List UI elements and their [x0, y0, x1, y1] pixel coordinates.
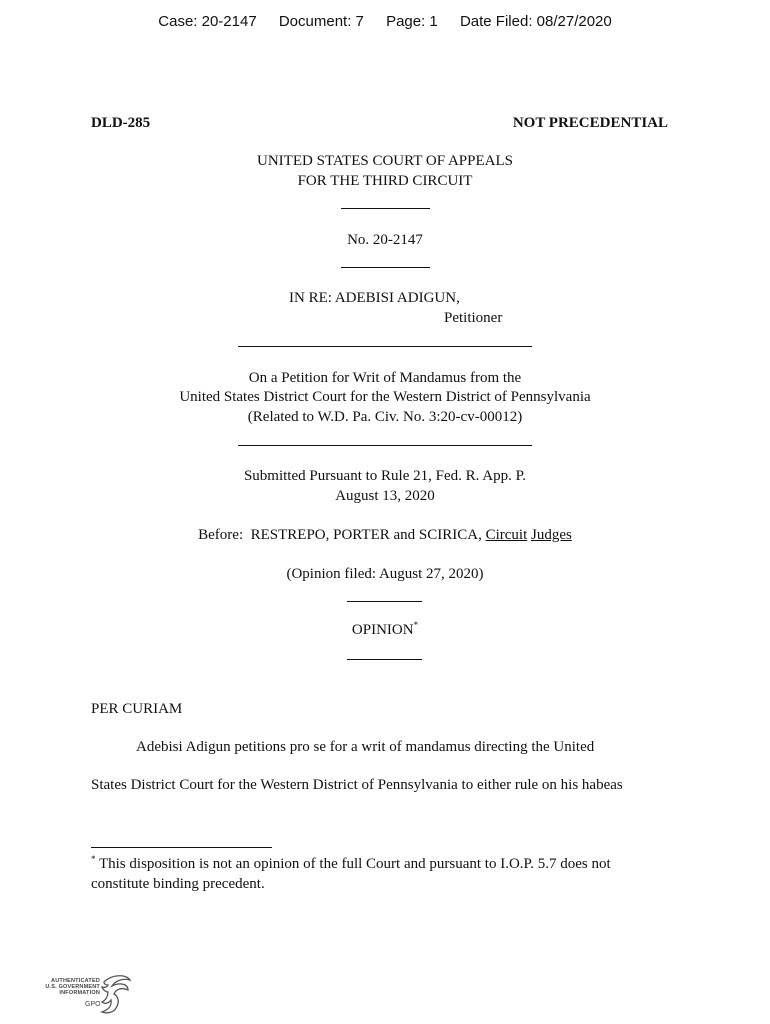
logo-line1: AUTHENTICATED [51, 978, 100, 984]
divider-rule [341, 208, 430, 209]
footnote-marker: * [413, 620, 419, 630]
opinion-label: OPINION [351, 622, 414, 638]
docket-code: DLD-285 [91, 115, 151, 131]
body-line1: Adebisi Adigun petitions pro se for a writ of mandamus directing the United [136, 739, 595, 755]
divider-rule [341, 267, 430, 268]
divider-rule [347, 659, 422, 660]
footnote-mark: * [91, 854, 96, 864]
panel-judges-names: Before: RESTREPO, PORTER and SCIRICA, [198, 527, 486, 543]
footnote-line2: constitute binding precedent. [91, 876, 265, 892]
petitioner-role: Petitioner [444, 310, 503, 326]
per-curiam: PER CURIAM [91, 701, 183, 717]
divider-rule [347, 601, 422, 602]
filing-header [0, 13, 770, 30]
case-no: No. 20-2147 [347, 232, 423, 248]
panel-judges [0, 527, 770, 544]
petition-line2: United States District Court for the Western District of Pennsylvania [179, 389, 591, 405]
footnote-line1: This disposition is not an opinion of the full Court and pursuant to I.O.P. 5.7 does not [95, 856, 611, 872]
submitted-line1: Submitted Pursuant to Rule 21, Fed. R. App. P. [243, 468, 527, 484]
petition-line3: (Related to W.D. Pa. Civ. No. 3:20-cv-00012) [247, 409, 523, 425]
opinion-heading [0, 622, 770, 639]
precedential-status: NOT PRECEDENTIAL [512, 115, 668, 131]
divider-rule [238, 346, 532, 347]
submitted-date: August 13, 2020 [335, 488, 435, 504]
page-number: Page: 1 [386, 13, 438, 30]
footnote [91, 856, 611, 873]
logo-line3: INFORMATION [59, 990, 100, 996]
judges-word: Judges [531, 527, 572, 543]
document-number: Document: 7 [278, 13, 364, 30]
logo-caption [44, 978, 100, 996]
body-line2: States District Court for the Western District of Pennsylvania to either rule on his habeas [91, 777, 623, 793]
divider-rule [238, 445, 532, 446]
circuit-word: Circuit [485, 527, 528, 543]
date-filed: Date Filed: 08/27/2020 [459, 13, 612, 30]
in-re-line: IN RE: ADEBISI ADIGUN, [289, 290, 460, 306]
court-title-line2: FOR THE THIRD CIRCUIT [297, 173, 473, 189]
petition-line1: On a Petition for Writ of Mandamus from the [248, 370, 522, 386]
footnote-rule [91, 847, 272, 848]
court-title-line1: UNITED STATES COURT OF APPEALS [257, 153, 513, 169]
case-number: Case: 20-2147 [158, 13, 257, 30]
gpo-authentication-logo [44, 974, 134, 1018]
logo-line2: U.S. GOVERNMENT [45, 984, 100, 990]
eagle-icon [100, 974, 134, 1018]
opinion-filed: (Opinion filed: August 27, 2020) [286, 566, 484, 582]
logo-gpo: GPO [85, 1001, 101, 1008]
